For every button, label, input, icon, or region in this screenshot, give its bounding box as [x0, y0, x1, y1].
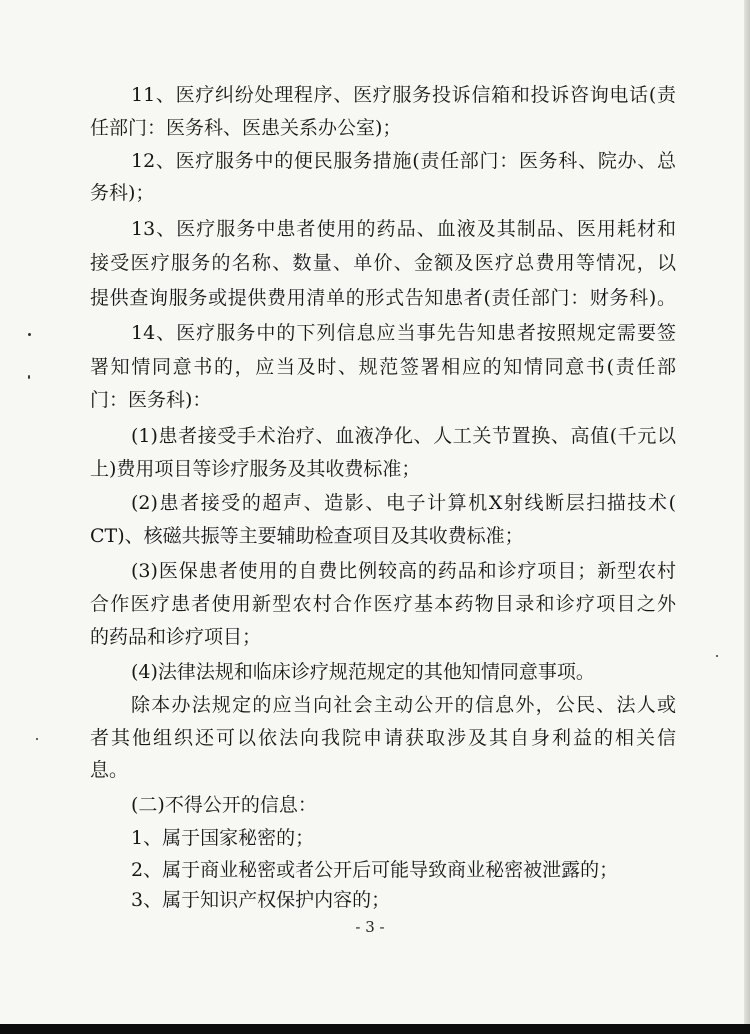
text-line-sub-2: (2)患者接受的超声、造影、电子计算机X射线断层扫描技术(	[131, 492, 676, 514]
section-heading-not-public: (二)不得公开的信息：	[131, 794, 317, 816]
text-line-item-13: 13、医疗服务中患者使用的药品、血液及其制品、医用耗材和	[131, 218, 676, 240]
text-line-item-14: 14、医疗服务中的下列信息应当事先告知患者按照规定需要签	[131, 322, 676, 344]
text-line-item-13-cont-1: 接受医疗服务的名称、数量、单价、金额及医疗总费用等情况，以	[90, 252, 676, 274]
scan-speck	[28, 333, 31, 336]
text-line-sub-3-cont-1: 合作医疗患者使用新型农村合作医疗基本药物目录和诊疗项目之外	[90, 593, 676, 615]
text-line-sub-2-cont: CT)、核磁共振等主要辅助检查项目及其收费标准；	[90, 525, 524, 547]
text-line-sub-4: (4)法律法规和临床诊疗规范规定的其他知情同意事项。	[131, 661, 595, 683]
text-line-item-14-cont-2: 门：医务科)：	[90, 389, 212, 411]
text-line-sub-3-cont-2: 的药品和诊疗项目；	[90, 626, 262, 648]
text-line-not-public-3: 3、属于知识产权保护内容的；	[131, 889, 391, 911]
page-number: - 3 -	[355, 918, 385, 936]
scan-edge-right	[744, 0, 750, 1024]
text-line-item-12: 12、医疗服务中的便民服务措施(责任部门：医务科、院办、总	[131, 150, 676, 172]
scan-edge-bottom	[0, 1024, 750, 1034]
scan-speck	[716, 655, 718, 657]
text-line-item-14-cont-1: 署知情同意书的，应当及时、规范签署相应的知情同意书(责任部	[90, 356, 676, 378]
text-line-not-public-2: 2、属于商业秘密或者公开后可能导致商业秘密被泄露的；	[131, 859, 619, 881]
text-line-item-11-cont: 任部门：医务科、医患关系办公室)；	[90, 117, 402, 139]
text-line-item-13-cont-2: 提供查询服务或提供费用清单的形式告知患者(责任部门：财务科)。	[90, 287, 676, 309]
text-line-not-public-1: 1、属于国家秘密的；	[131, 827, 315, 849]
text-line-apply-info: 除本办法规定的应当向社会主动公开的信息外，公民、法人或	[131, 694, 676, 716]
text-line-apply-info-cont-1: 者其他组织还可以依法向我院申请获取涉及其自身利益的相关信	[90, 727, 676, 749]
text-line-sub-3: (3)医保患者使用的自费比例较高的药品和诊疗项目；新型农村	[131, 560, 676, 582]
text-line-sub-1: (1)患者接受手术治疗、血液净化、人工关节置换、高值(千元以	[131, 425, 676, 447]
scan-speck	[36, 738, 38, 740]
text-line-item-11: 11、医疗纠纷处理程序、医疗服务投诉信箱和投诉咨询电话(责	[131, 84, 676, 106]
scan-speck	[28, 375, 30, 379]
text-line-sub-1-cont: 上)费用项目等诊疗服务及其收费标准；	[90, 458, 421, 480]
text-line-item-12-cont: 务科)；	[90, 182, 155, 204]
text-line-apply-info-cont-2: 息。	[90, 759, 129, 781]
